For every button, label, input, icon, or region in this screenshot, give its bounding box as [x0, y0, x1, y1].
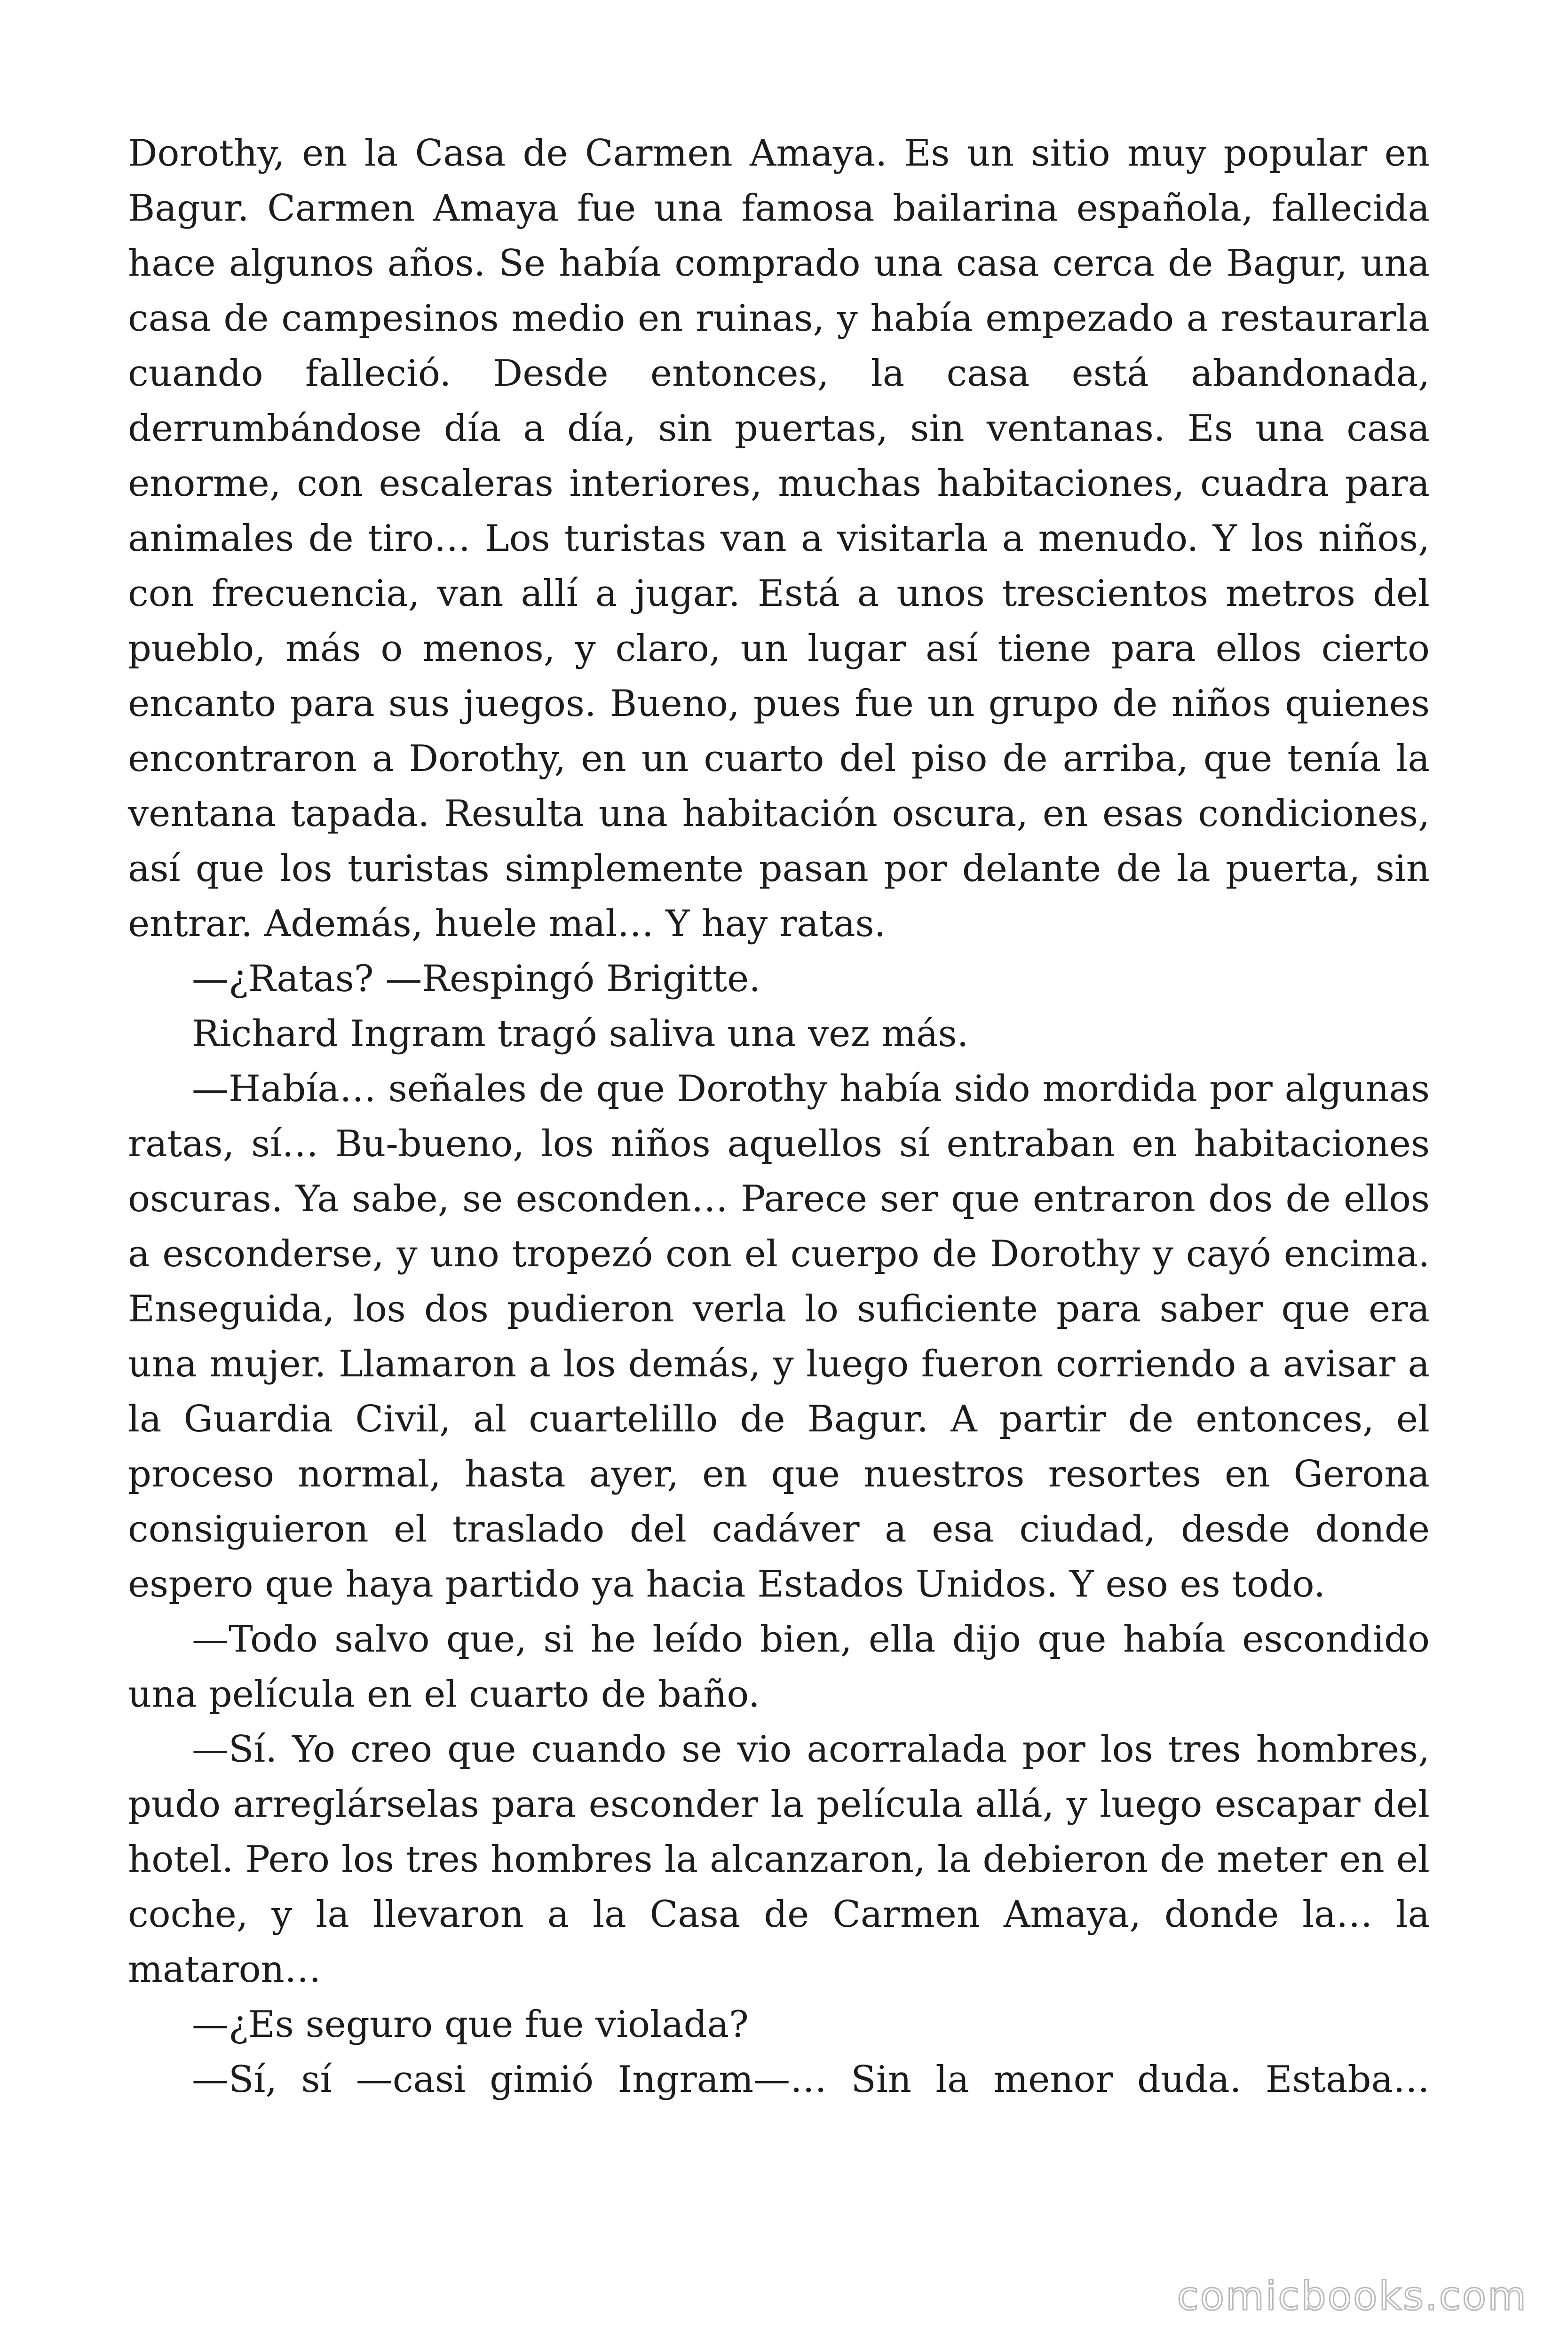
page-text	[128, 126, 1430, 2107]
paragraph: Dorothy, en la Casa de Carmen Amaya. Es un sitio muy popular en Bagur. Carmen Amaya fue una famosa bailarina española, fallecida hace algunos años. Se había comprado una casa cerca de Bagur, una casa de campesinos medio en ruinas, y había empezado a restaurarla cuando falleció. Desde entonces, la casa está abandonada, derrumbándose día a día, sin puertas, sin ventanas. Es una casa enorme, con escaleras interiores, muchas habitaciones, cuadra para animales de tiro… Los turistas van a visitarla a menudo. Y los niños, con frecuencia, van allí a jugar. Está a unos trescientos metros del pueblo, más o menos, y claro, un lugar así tiene para ellos cierto encanto para sus juegos. Bueno, pues fue un grupo de niños quienes encontraron a Dorothy, en un cuarto del piso de arriba, que tenía la ventana tapada. Resulta una habitación oscura, en esas condiciones, así que los turistas simplemente pasan por delante de la puerta, sin entrar. Además, huele mal… Y hay ratas.	[128, 132, 1430, 945]
paragraph: —Había… señales de que Dorothy había sido mordida por algunas ratas, sí… Bu-bueno, los niños aquellos sí entraban en habitaciones oscuras. Ya sabe, se esconden… Parece ser que entraron dos de ellos a esconderse, y uno tropezó con el cuerpo de Dorothy y cayó encima. Enseguida, los dos pudieron verla lo suficiente para saber que era una mujer. Llamaron a los demás, y luego fueron corriendo a avisar a la Guardia Civil, al cuartelillo de Bagur. A partir de entonces, el proceso normal, hasta ayer, en que nuestros resortes en Gerona consiguieron el traslado del cadáver a esa ciudad, desde donde espero que haya partido ya hacia Estados Unidos. Y eso es todo.	[128, 1068, 1430, 1605]
paragraph: —¿Es seguro que fue violada?	[192, 2003, 749, 2046]
paragraph: —Todo salvo que, si he leído bien, ella dijo que había escondido una película en el cuarto de baño.	[128, 1618, 1430, 1716]
paragraph: Richard Ingram tragó saliva una vez más.	[192, 1013, 969, 1055]
paragraph: —Sí, sí —casi gimió Ingram—… Sin la menor duda. Estaba…	[192, 2058, 1430, 2101]
paragraph: —Sí. Yo creo que cuando se vio acorralada por los tres hombres, pudo arreglárselas para esconder la película allá, y luego escapar del hotel. Pero los tres hombres la alcanzaron, la debieron de meter en el coche, y la llevaron a la Casa de Carmen Amaya, donde la… la mataron…	[128, 1728, 1430, 1991]
paragraph: —¿Ratas? —Respingó Brigitte.	[192, 958, 761, 1000]
watermark: comicbooks.com	[1177, 2273, 1528, 2319]
